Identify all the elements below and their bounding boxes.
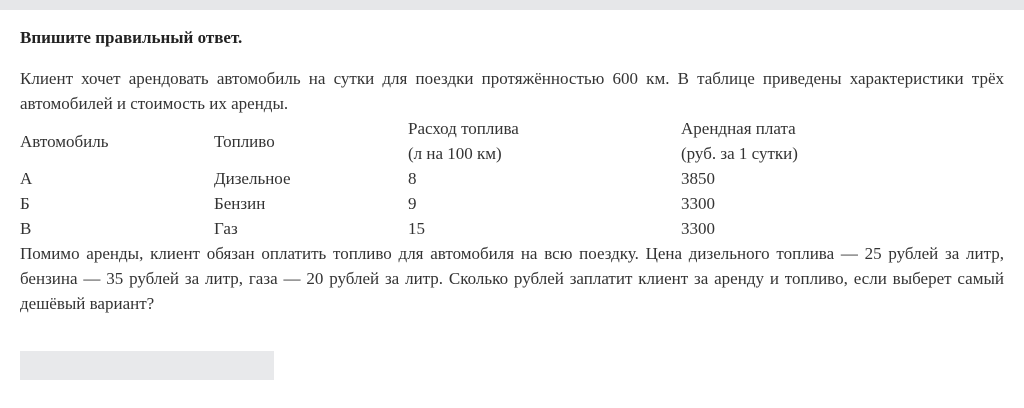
task-instruction: Впишите правильный ответ. [20, 28, 243, 47]
table-row [20, 191, 981, 216]
header-consumption-line1: Расход топлива [408, 119, 519, 138]
cell-car: А [20, 169, 33, 188]
table-row [20, 216, 981, 241]
answer-input[interactable] [20, 351, 274, 380]
task-content [20, 26, 1004, 316]
cell-rent: 3850 [681, 169, 715, 188]
table-header-row [20, 116, 981, 166]
cell-fuel: Бензин [214, 194, 266, 213]
cell-car: Б [20, 194, 30, 213]
cell-fuel: Дизельное [214, 169, 291, 188]
header-rent-line2: (руб. за 1 сутки) [681, 144, 798, 163]
top-bar [0, 0, 1024, 10]
cell-consumption: 8 [408, 169, 417, 188]
cell-rent: 3300 [681, 194, 715, 213]
cell-fuel: Газ [214, 219, 238, 238]
table-row [20, 166, 981, 191]
header-consumption [408, 116, 681, 166]
header-rent [681, 116, 981, 166]
task-question: Помимо аренды, клиент обязан оплатить топливо для автомобиля на всю поездку. Цена дизельного топлива — 25 рублей за литр, бензина — 35 рублей за литр, газа — 20 рублей за литр. Сколько рублей заплатит клиент за аренду и топливо, если выберет самый дешёвый вариант? [20, 244, 1004, 313]
cell-consumption: 9 [408, 194, 417, 213]
cell-consumption: 15 [408, 219, 425, 238]
task-intro: Клиент хочет арендовать автомобиль на сутки для поездки протяжённостью 600 км. В таблице приведены характеристики трёх автомобилей и стоимость их аренды. [20, 69, 1004, 113]
cars-table [20, 116, 981, 241]
header-car: Автомобиль [20, 131, 109, 151]
cell-car: В [20, 219, 32, 238]
header-consumption-line2: (л на 100 км) [408, 144, 502, 163]
header-rent-line1: Арендная плата [681, 119, 796, 138]
header-fuel: Топливо [214, 131, 275, 151]
cell-rent: 3300 [681, 219, 715, 238]
